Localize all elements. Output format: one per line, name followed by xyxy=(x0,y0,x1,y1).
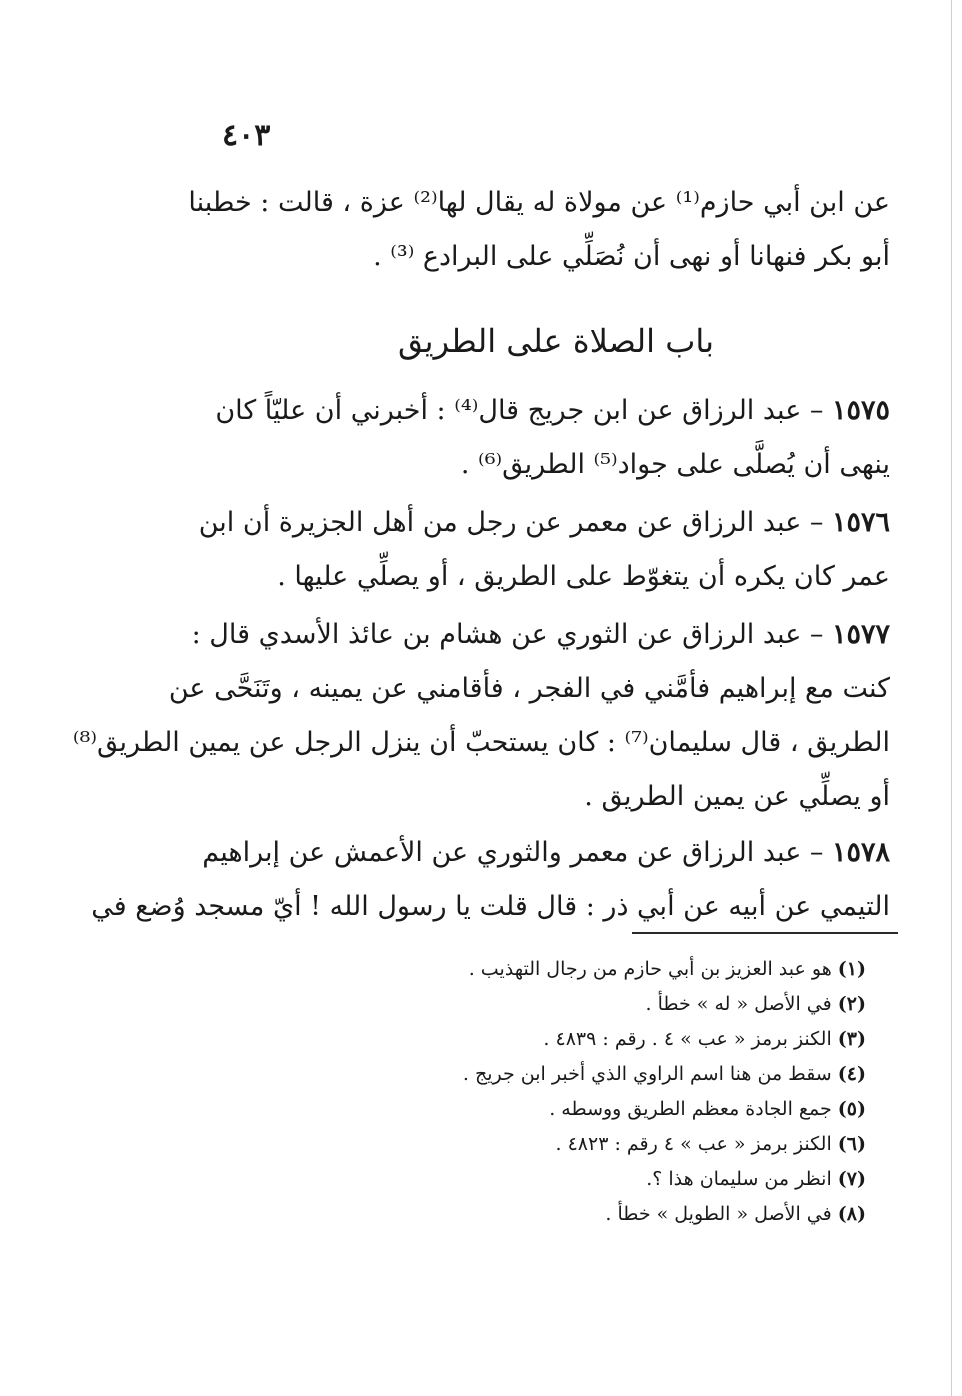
footnote-text: هو عبد العزيز بن أبي حازم من رجال التهذيب . xyxy=(468,958,832,980)
hadith-line: أو يصلِّي عن يمين الطريق . xyxy=(584,781,890,812)
footnote xyxy=(300,952,866,987)
hadith-line xyxy=(191,608,890,662)
footnote xyxy=(300,1127,866,1162)
footnote-text: الكنز برمز « عب » ٤ رقم : ٤٨٢٣ . xyxy=(555,1133,832,1155)
hadith-1575 xyxy=(215,384,890,492)
continuation-paragraph xyxy=(188,176,890,284)
hadith-line xyxy=(215,384,890,438)
footnote-mark: (٣) xyxy=(837,1028,866,1050)
footnote-text: في الأصل « الطويل » خطأ . xyxy=(605,1203,832,1225)
hadith-line xyxy=(198,496,890,550)
footnote xyxy=(300,1092,866,1127)
footnote xyxy=(300,1057,866,1092)
page-edge-line xyxy=(951,0,952,1396)
footnote xyxy=(300,1162,866,1197)
hadith-line: ينهى أن يُصلَّى على جواد⁽⁵⁾ الطريق⁽⁶⁾ . xyxy=(460,449,890,480)
hadith-text: – عبد الرزاق عن معمر عن رجل من أهل الجزيرة أن ابن xyxy=(198,507,824,538)
footnote-separator xyxy=(632,932,898,934)
footnote-mark: (٧) xyxy=(837,1168,866,1190)
hadith-line: عمر كان يكره أن يتغوّط على الطريق ، أو يصلِّي عليها . xyxy=(277,561,890,592)
paragraph-line: عن ابن أبي حازم⁽¹⁾ عن مولاة له يقال لها⁽²⁾ عزة ، قالت : خطبنا xyxy=(188,187,890,218)
hadith-number: ١٥٧٨ xyxy=(831,837,890,868)
footnote xyxy=(300,1197,866,1232)
footnote-mark: (١) xyxy=(837,958,866,980)
page-number: ٤٠٣ xyxy=(222,118,271,153)
footnote-text: الكنز برمز « عب » ٤ . رقم : ٤٨٣٩ . xyxy=(543,1028,832,1050)
hadith-1576 xyxy=(198,496,890,604)
hadith-number: ١٥٧٥ xyxy=(831,395,890,426)
footnote xyxy=(300,987,866,1022)
hadith-line: كنت مع إبراهيم فأمَّني في الفجر ، فأقامني عن يمينه ، وتَنَحَّى عن xyxy=(168,673,890,704)
hadith-1577 xyxy=(72,608,890,824)
footnote-mark: (٥) xyxy=(837,1098,866,1120)
hadith-text: – عبد الرزاق عن الثوري عن هشام بن عائذ الأسدي قال : xyxy=(191,619,824,650)
footnote-text: في الأصل « له » خطأ . xyxy=(645,993,832,1015)
hadith-number: ١٥٧٦ xyxy=(831,507,890,538)
hadith-1578 xyxy=(91,826,890,934)
hadith-line xyxy=(202,826,890,880)
footnote-text: انظر من سليمان هذا ؟. xyxy=(646,1168,832,1190)
hadith-line: التيمي عن أبيه عن أبي ذر : قال قلت يا رسول الله ! أيّ مسجد وُضع في xyxy=(91,891,890,922)
footnote-mark: (٢) xyxy=(837,993,866,1015)
footnote-mark: (٦) xyxy=(837,1133,866,1155)
footnote xyxy=(300,1022,866,1057)
footnote-mark: (٨) xyxy=(837,1203,866,1225)
hadith-line: الطريق ، قال سليمان⁽⁷⁾ : كان يستحبّ أن ينزل الرجل عن يمين الطريق⁽⁸⁾ xyxy=(72,727,890,758)
hadith-text: – عبد الرزاق عن ابن جريج قال⁽⁴⁾ : أخبرني أن عليّاً كان xyxy=(215,395,824,426)
hadith-number: ١٥٧٧ xyxy=(831,619,890,650)
footnote-text: سقط من هنا اسم الراوي الذي أخبر ابن جريج . xyxy=(462,1063,832,1085)
paragraph-line: أبو بكر فنهانا أو نهى أن نُصَلِّي على البرادع ⁽³⁾ . xyxy=(373,241,890,272)
footnotes xyxy=(300,952,866,1232)
footnote-text: جمع الجادة معظم الطريق ووسطه . xyxy=(549,1098,832,1120)
hadith-text: – عبد الرزاق عن معمر والثوري عن الأعمش عن إبراهيم xyxy=(202,837,824,868)
footnote-mark: (٤) xyxy=(837,1063,866,1085)
chapter-heading: باب الصلاة على الطريق xyxy=(397,322,715,360)
